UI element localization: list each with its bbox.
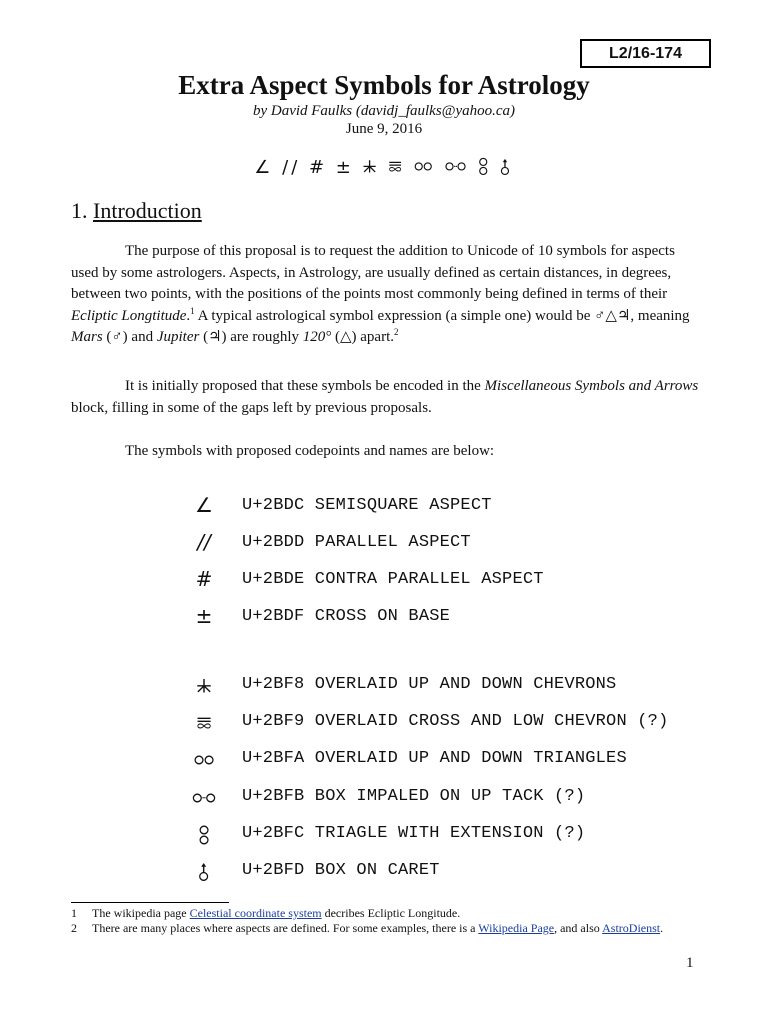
overlaid-chevrons-symbol: ⯸ [196,674,212,698]
footnote-1: 1 The wikipedia page Celestial coordinate system decribes Ecliptic Longitude. [71,906,461,920]
symbol-entry: U+2BDF CROSS ON BASE [242,607,451,626]
author-byline: by David Faulks (davidj_faulks@yahoo.ca) [252,103,516,119]
symbol-entry: U+2BDC SEMISQUARE ASPECT [242,496,492,515]
section-title: Introduction [93,198,202,223]
page-number: 1 [686,955,694,971]
symbol-entry: U+2BF9 OVERLAID CROSS AND LOW CHEVRON (?) [242,712,669,731]
symbol-entry: U+2BDE CONTRA PARALLEL ASPECT [242,570,544,589]
intro-paragraph-2: It is initially proposed that these symbols be encoded in the Miscellaneous Symbols and Arrows block, filling in some of the gaps left by previous proposals. [71,378,699,416]
symbol-entry: U+2BDD PARALLEL ASPECT [242,533,471,552]
triangle-extension-symbol: ⯼ [198,823,210,847]
section-heading-introduction [71,198,202,224]
celestial-coordinate-link[interactable]: Celestial coordinate system [189,906,322,920]
symbol-entry: U+2BFB BOX IMPALED ON UP TACK (?) [242,787,586,806]
intro-paragraph-1: The purpose of this proposal is to request the addition to Unicode of 10 symbols for aspects used by some astrologers. Aspects, in Astrology, are usually defined as certain distances, in degrees, between two points, with the positions of the points most commonly being defined in terms of their Ecliptic Longtitude.$^1$ A typical astrological symbol expression (a simple one) would be ♂△♃, meaning Mars (♂) and Jupiter (♃) are roughly 120° (△) apart.$^2$ [71,243,690,345]
overlaid-triangles-symbol: ⯺ [193,748,215,772]
symbol-entry: U+2BFC TRIAGLE WITH EXTENSION (?) [242,824,586,843]
cross-low-chevron-symbol: ⯹ [196,711,212,735]
astrodienst-link[interactable]: AstroDienst [602,921,661,935]
footnote-ref-1[interactable]: 1 [190,305,195,316]
intro-paragraph-3: The symbols with proposed codepoints and names are below: [125,443,495,459]
symbol-entry: U+2BF8 OVERLAID UP AND DOWN CHEVRONS [242,675,617,694]
symbol-entry: U+2BFA OVERLAID UP AND DOWN TRIANGLES [242,749,627,768]
cross-on-base-symbol: ± [195,604,213,628]
symbol-preview-line: ∠ // # ± ⯸ ⯹ ⯺ ⯻ ⯼ ⯽ [254,157,514,178]
footnote-divider [71,902,229,903]
parallel-symbol: // [197,530,211,554]
semisquare-symbol: ∠ [195,493,213,517]
document-date: June 9, 2016 [345,121,423,137]
contra-parallel-symbol: # [195,567,213,591]
box-on-caret-symbol: ⯽ [198,860,210,884]
footnote-2: 2 There are many places where aspects are defined. For some examples, there is a Wikipedia Page, and also AstroDienst. [71,921,664,935]
document-number: L2/16-174 [580,39,711,68]
box-impaled-symbol: ⯻ [191,786,217,810]
document-title: Extra Aspect Symbols for Astrology [178,70,590,100]
footnote-ref-2[interactable]: 2 [394,327,399,337]
wikipedia-page-link[interactable]: Wikipedia Page [478,921,555,935]
symbol-entry: U+2BFD BOX ON CARET [242,861,440,880]
section-number: 1. [71,198,88,223]
